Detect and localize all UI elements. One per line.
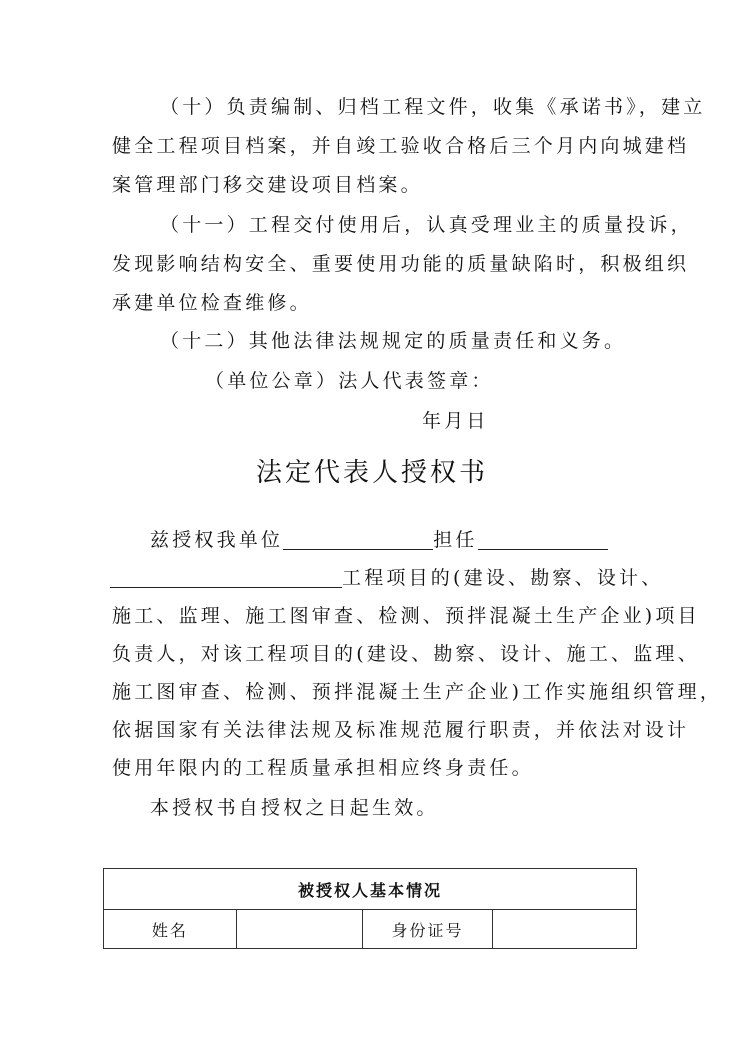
paragraph-12: （十二）其他法律法规规定的质量责任和义务。 [160,330,627,352]
authorization-line-2 [110,566,663,590]
name-value-cell[interactable] [236,910,362,949]
seal-signature-line: （单位公章）法人代表签章： [205,370,494,392]
authorization-line-7: 使用年限内的工程质量承担相应终身责任。 [112,757,534,779]
paragraph-10-line-1: （十）负责编制、归档工程文件，收集《承诺书》，建立 [160,96,706,118]
project-role-text: 工程项目的(建设、勘察、设计、 [342,567,664,589]
effective-statement: 本授权书自授权之日起生效。 [150,797,439,819]
id-number-label-cell: 身份证号 [362,910,493,949]
paragraph-10-line-2: 健全工程项目档案，并自竣工验收合格后三个月内向城建档 [112,135,690,157]
authorization-line-1 [150,528,608,552]
table-header-cell: 被授权人基本情况 [104,869,637,910]
authorization-line-4: 负责人，对该工程项目的(建设、勘察、设计、施工、监理、 [112,643,700,665]
authorization-line-3: 施工、监理、施工图审查、检测、预拌混凝土生产企业)项目 [112,605,700,627]
id-number-value-cell[interactable] [493,910,637,949]
name-label-cell: 姓名 [104,910,237,949]
unit-blank[interactable] [283,529,433,550]
date-line: 年月日 [422,410,489,432]
paragraph-11-line-3: 承建单位检查维修。 [112,292,312,314]
authorization-title: 法定代表人授权书 [255,458,488,488]
grantee-info-table [103,868,637,949]
project-name-blank[interactable] [110,567,342,588]
paragraph-11-line-1: （十一）工程交付使用后，认真受理业主的质量投诉， [160,214,693,236]
table-header-row [104,869,637,910]
paragraph-10-line-3: 案管理部门移交建设项目档案。 [112,174,423,196]
serve-as-text: 担任 [433,529,478,551]
position-blank[interactable] [478,529,608,550]
authorization-line-6: 依据国家有关法律法规及标准规范履行职责，并依法对设计 [112,719,690,741]
authorize-unit-text: 兹授权我单位 [150,529,284,551]
table-row [104,910,637,949]
authorization-line-5: 施工图审查、检测、预拌混凝土生产企业)工作实施组织管理， [112,681,723,703]
paragraph-11-line-2: 发现影响结构安全、重要使用功能的质量缺陷时，积极组织 [112,253,690,275]
